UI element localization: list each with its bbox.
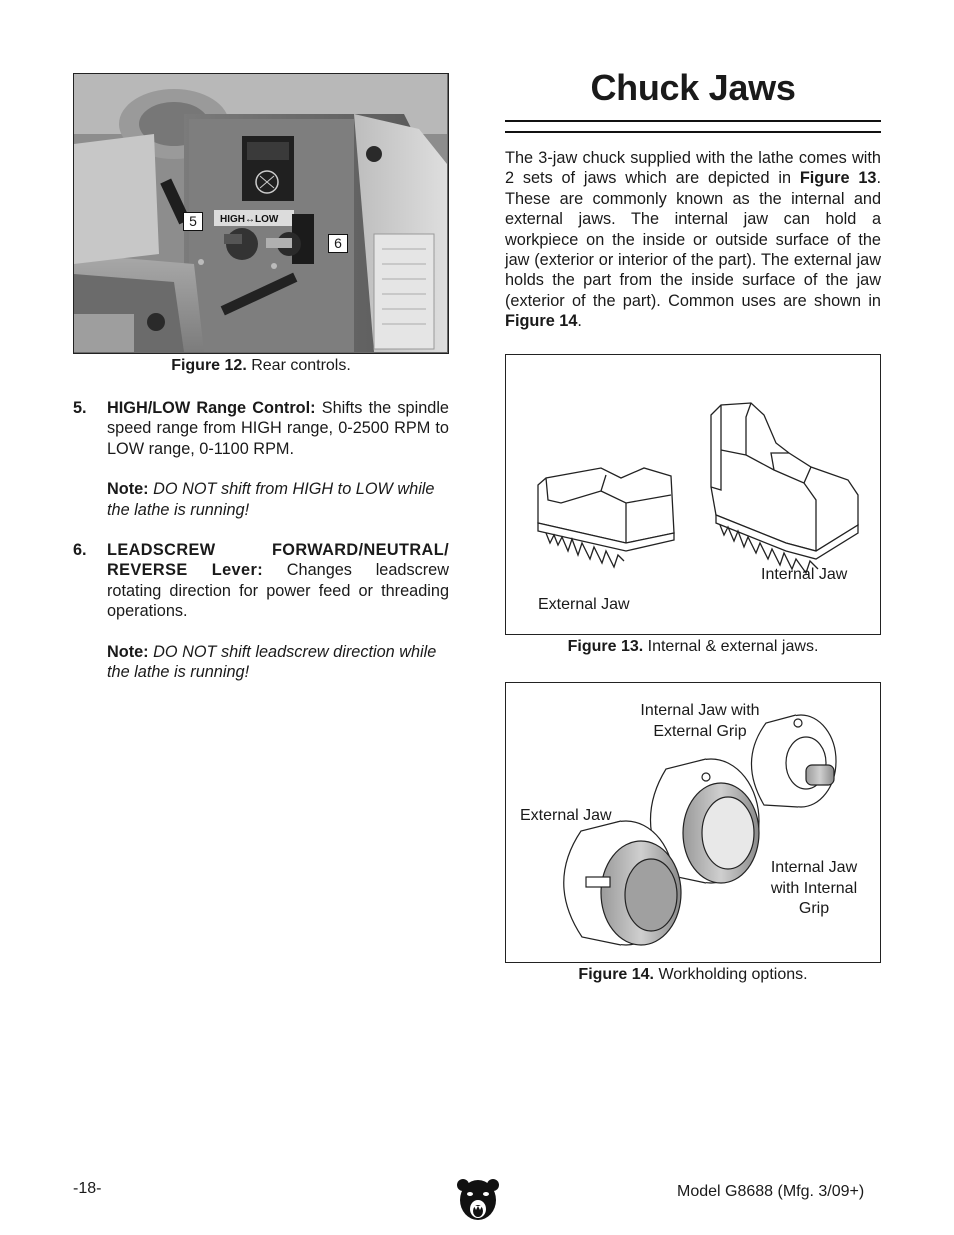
list-item-5-number: 5. <box>73 399 87 417</box>
figure-13-caption <box>505 638 881 656</box>
figure-13-caption-label: Figure 13. <box>567 638 644 655</box>
figure-13-box <box>505 354 881 635</box>
title-rule-bottom <box>505 131 881 133</box>
chuck-jaws-illustration <box>506 355 879 633</box>
list-item-6-number: 6. <box>73 541 87 559</box>
figure-14-box <box>505 682 881 963</box>
intro-ref-figure-13[interactable]: Figure 13 <box>799 169 877 188</box>
lathe-rear-controls-illustration <box>74 74 447 352</box>
label-top-line-1: Internal Jaw with <box>640 702 760 719</box>
label-right-line-2: with Internal <box>770 879 858 897</box>
label-internal-jaw-internal-grip <box>756 858 872 920</box>
high-low-panel-text: HIGH↔LOW <box>220 214 279 225</box>
list-item-6-text: Changes leadscrew rotating direction for power feed or threading operations. <box>107 561 449 621</box>
list-item-5-note-label: Note: <box>107 480 149 499</box>
intro-text-2: . These are commonly known as the internal and external jaws. The internal jaw can hold a workpiece on the inside or outside surface of the jaw (exterior or interior of the part). The external jaw holds the part from the inside surface of the jaw (exterior of the part). Common uses are shown in <box>505 169 881 310</box>
label-external-jaw-fig14: External Jaw <box>520 807 612 824</box>
list-item-6 <box>73 540 449 682</box>
label-right-line-3: Grip <box>798 900 830 917</box>
label-right-line-1: Internal Jaw <box>770 859 858 876</box>
list-item-6-title: LEADSCREW FORWARD/NEUTRAL/ REVERSE Lever: <box>107 541 449 580</box>
figure-12-caption-text: Rear controls. <box>246 357 351 374</box>
figure-14-caption-label: Figure 14. <box>578 966 654 983</box>
figure-12-caption-label: Figure 12. <box>171 357 247 374</box>
callout-6: 6 <box>328 234 348 253</box>
list-item-6-note-label: Note: <box>107 642 149 661</box>
label-internal-jaw: Internal Jaw <box>761 566 848 583</box>
model-footer: Model G8688 (Mfg. 3/09+) <box>677 1183 865 1200</box>
page-title: Chuck Jaws <box>590 67 796 108</box>
figure-12-caption <box>73 357 449 375</box>
figure-13-caption-text: Internal & external jaws. <box>643 638 819 655</box>
figure-14-caption-text: Workholding options. <box>654 966 808 983</box>
label-internal-jaw-external-grip <box>630 701 770 742</box>
callout-5: 5 <box>183 212 203 231</box>
figure-14-caption <box>505 966 881 984</box>
title-rule-top <box>505 120 881 122</box>
intro-text-1: The 3-jaw chuck supplied with the lathe comes with 2 sets of jaws which are depicted in <box>505 149 881 188</box>
list-item-5 <box>73 398 449 520</box>
list-item-6-note-text: DO NOT shift leadscrew direction while the lathe is running! <box>107 642 437 682</box>
label-top-line-2: External Grip <box>653 722 747 740</box>
intro-text-3: . <box>577 312 582 331</box>
label-external-jaw: External Jaw <box>538 596 630 613</box>
figure-12-photo <box>73 73 449 354</box>
intro-paragraph <box>505 148 881 332</box>
bear-logo-icon <box>455 1176 501 1224</box>
list-item-5-text: Shifts the spindle speed range from HIGH range, 0-2500 RPM to LOW range, 0-1100 RPM. <box>107 399 449 458</box>
intro-ref-figure-14[interactable]: Figure 14 <box>505 312 578 331</box>
list-item-5-note-text: DO NOT shift from HIGH to LOW while the lathe is running! <box>107 480 435 519</box>
page-number: -18- <box>73 1180 102 1197</box>
list-item-5-title: HIGH/LOW Range Control: <box>107 399 316 417</box>
